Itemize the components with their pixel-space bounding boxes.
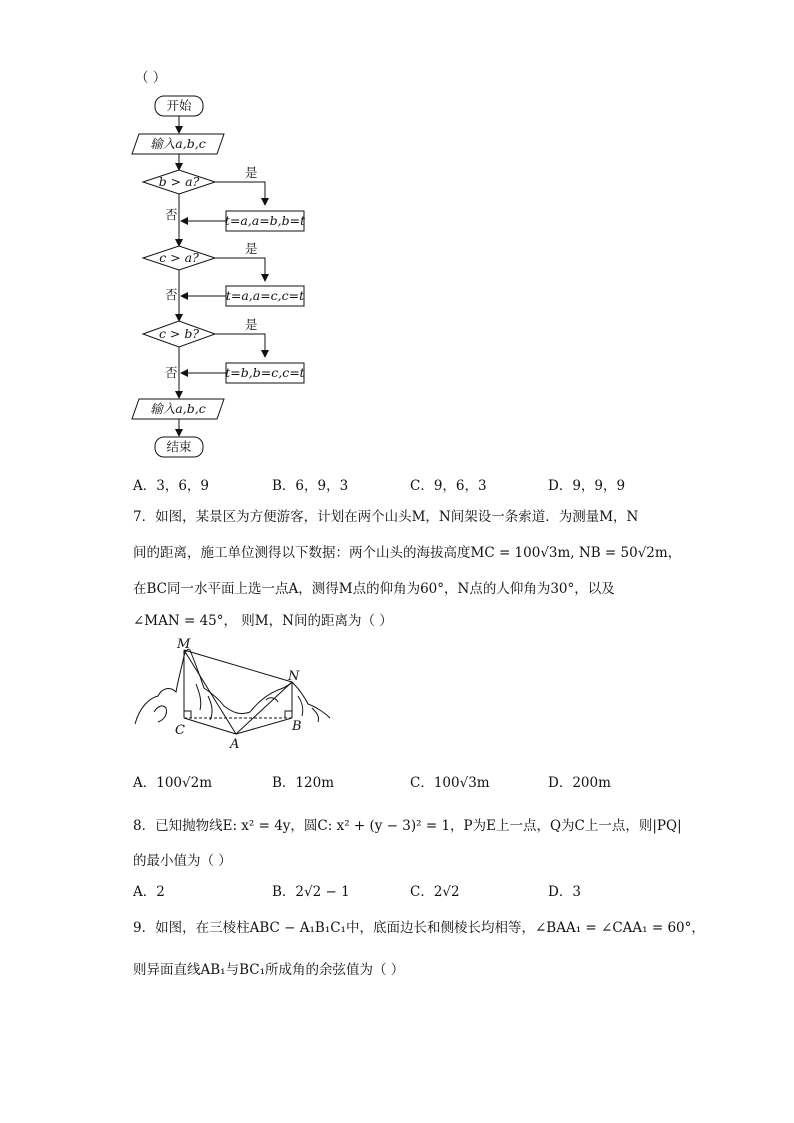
flow-end-text: 结束 xyxy=(166,439,192,454)
q8-line-1: 8．已知抛物线E: x² = 4y，圆C: x² + (y − 3)² = 1，P为E上一点，Q为C上一点，则|PQ| xyxy=(133,818,682,834)
flow-assign2-text: t=a,a=c,c=t xyxy=(225,288,305,303)
flow-yes-label-2: 是 xyxy=(245,241,258,256)
q8-option-b: B．2√2 − 1 xyxy=(272,884,350,900)
mountain-cableway-figure xyxy=(128,636,343,756)
q9-line-2: 则异面直线AB₁与BC₁所成角的余弦值为（ ） xyxy=(133,962,405,978)
flow-assign3-text: t=b,b=c,c=t xyxy=(225,365,305,380)
point-a-label: A xyxy=(230,737,240,752)
point-m-label: M xyxy=(177,637,191,652)
q7-line-4: ∠MAN = 45°， 则M，N间的距离为（ ） xyxy=(133,613,393,629)
flow-input-text: 输入a,b,c xyxy=(150,136,206,151)
flow-start-text: 开始 xyxy=(166,98,192,113)
q7-option-d: D．200m xyxy=(548,775,611,791)
flow-no-label-2: 否 xyxy=(165,287,178,302)
q8-option-c: C．2√2 xyxy=(410,884,460,900)
q8-option-d: D．3 xyxy=(548,884,581,900)
q7-option-a: A．100√2m xyxy=(133,775,213,791)
flow-cond1-text: b > a? xyxy=(158,174,200,189)
point-c-label: C xyxy=(175,723,185,738)
flow-cond2-text: c > a? xyxy=(159,250,199,265)
flow-cond3-text: c > b? xyxy=(158,326,200,341)
q7-option-b: B．120m xyxy=(272,775,334,791)
q7-line-1: 7．如图，某景区为方便游客，计划在两个山头M，N间架设一条索道．为测量M，N xyxy=(133,509,639,525)
flow-assign1-text: t=a,a=b,b=t xyxy=(224,213,306,228)
q7-line-3: 在BC同一水平面上选一点A，测得M点的仰角为60°，N点的人仰角为30°，以及 xyxy=(133,581,615,597)
q8-option-a: A．2 xyxy=(133,884,165,900)
flow-yes-label-3: 是 xyxy=(245,317,258,332)
flow-no-label-3: 否 xyxy=(165,365,178,380)
point-n-label: N xyxy=(288,669,300,684)
q6-option-c: C．9，6，3 xyxy=(410,478,487,494)
flow-yes-label-1: 是 xyxy=(245,165,258,180)
q6-option-b: B．6，9，3 xyxy=(272,478,349,494)
point-b-label: B xyxy=(292,719,302,734)
flowchart-diagram xyxy=(0,0,794,470)
answer-parenthesis: （ ） xyxy=(135,70,167,86)
q9-line-1: 9．如图，在三棱柱ABC − A₁B₁C₁中，底面边长和侧棱长均相等，∠BAA₁ = ∠CAA₁ = 60°， xyxy=(133,920,705,936)
flow-no-label-1: 否 xyxy=(165,207,178,222)
flow-output-text: 输入a,b,c xyxy=(150,401,206,416)
q6-option-a: A．3，6，9 xyxy=(133,478,210,494)
q8-line-2: 的最小值为（ ） xyxy=(133,853,232,869)
q7-option-c: C．100√3m xyxy=(410,775,490,791)
q7-line-2: 间的距离，施工单位测得以下数据：两个山头的海拔高度MC = 100√3m, NB = 50√2m， xyxy=(133,545,682,561)
q6-option-d: D．9，9，9 xyxy=(548,478,626,494)
